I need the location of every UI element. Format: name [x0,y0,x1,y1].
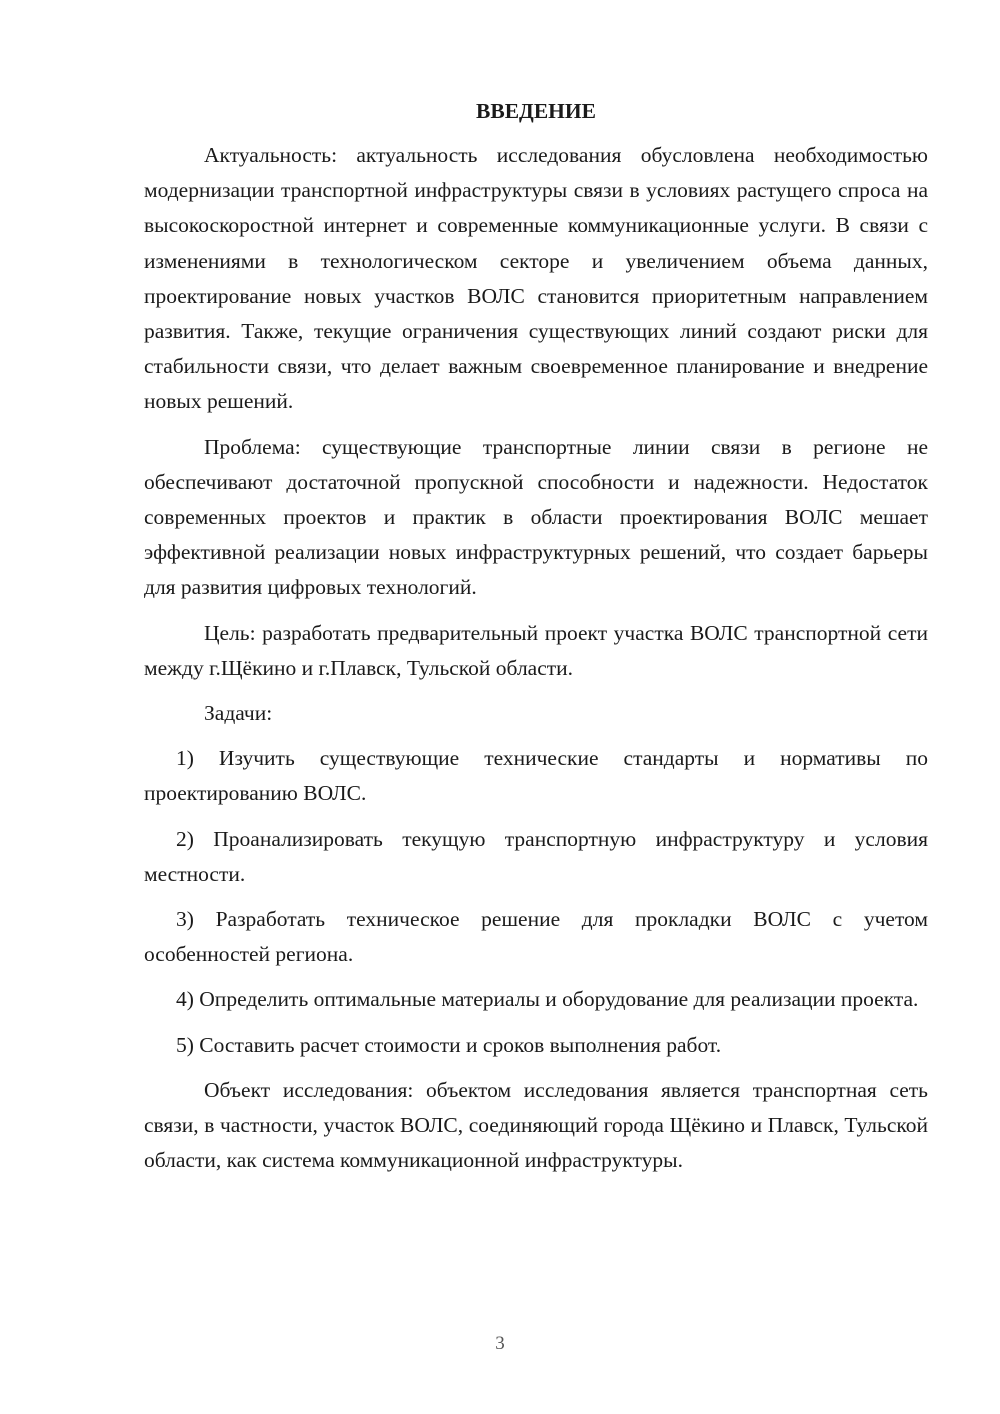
task-item-5: 5) Составить расчет стоимости и сроков выполнения работ. [176,1032,722,1057]
paragraph-tasks-heading: Задачи: [204,701,273,726]
section-title: ВВЕДЕНИЕ [476,99,596,123]
document-page [144,96,928,1178]
paragraph-problem: Проблема: существующие транспортные линии связи в регионе не обеспечивают достаточной пропускной способности и надежности. Недостаток современных проектов и практик в области проектирования ВОЛС мешает эффективной реализации новых инфраструктурных решений, что создает барьеры для развития цифровых технологий. [144,434,928,600]
task-item-1: 1) Изучить существующие технические стандарты и нормативы по проектированию ВОЛС. [144,746,928,806]
task-item-3: 3) Разработать техническое решение для прокладки ВОЛС с учетом особенностей региона. [144,907,928,967]
page-number: 3 [495,1333,505,1354]
paragraph-goal: Цель: разработать предварительный проект участка ВОЛС транспортной сети между г.Щёкино и г.Плавск, Тульской области. [144,620,928,680]
paragraph-relevance: Актуальность: актуальность исследования обусловлена необходимостью модернизации транспортной инфраструктуры связи в условиях растущего спроса на высокоскоростной интернет и современные коммуникационные услуги. В связи с изменениями в технологическом секторе и увеличением объема данных, проектирование новых участков ВОЛС становится приоритетным направлением развития. Также, текущие ограничения существующих линий создают риски для стабильности связи, что делает важным своевременное планирование и внедрение новых решений. [144,143,928,414]
task-item-4: 4) Определить оптимальные материалы и оборудование для реализации проекта. [176,987,919,1012]
paragraph-research-object: Объект исследования: объектом исследования является транспортная сеть связи, в частности, участок ВОЛС, соединяющий города Щёкино и Плавск, Тульской области, как система коммуникационной инфраструктуры. [144,1077,928,1173]
task-item-2: 2) Проанализировать текущую транспортную инфраструктуру и условия местности. [144,826,928,886]
